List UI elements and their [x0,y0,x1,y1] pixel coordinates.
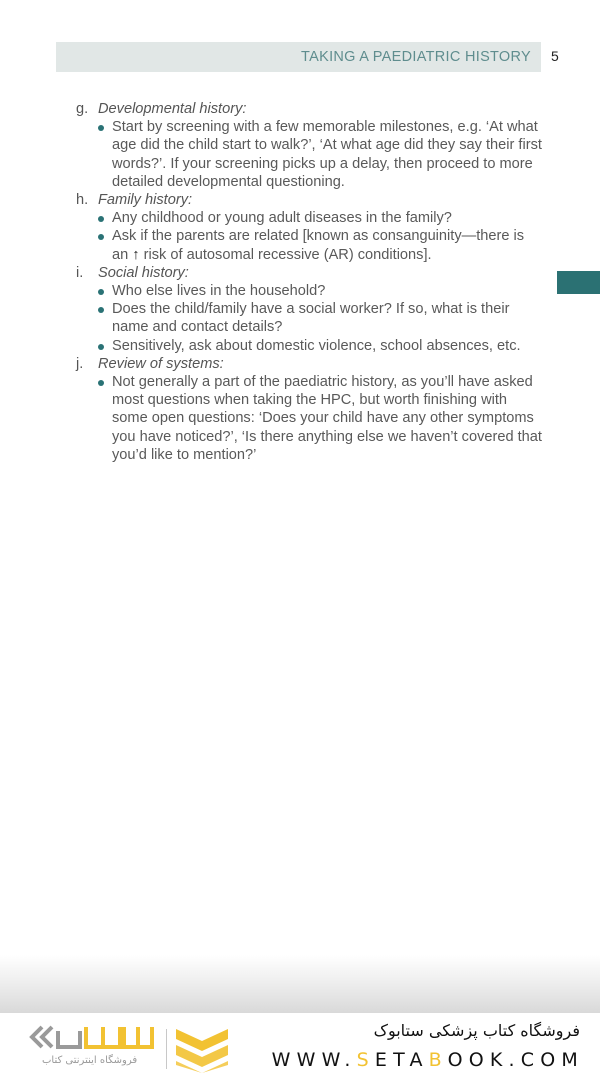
section-developmental-history [0,100,600,191]
page-bottom-shadow [0,955,600,1013]
bullet-list [0,282,600,355]
section-heading [0,355,600,373]
section-heading [0,100,600,118]
chevron-badge-icon [174,1025,230,1073]
bullet-dot-icon [98,307,104,313]
logo-tagline: فروشگاه اینترنتی کتاب [42,1055,138,1066]
store-name: فروشگاه کتاب پزشکی ستابوک [373,1021,580,1040]
list-item: Any childhood or young adult diseases in the family? [0,209,542,227]
section-title: Family history: [98,192,193,209]
section-title: Review of systems: [98,355,224,372]
list-item: Ask if the parents are related [known as consanguinity—there is an ↑ risk of autosomal recessive (AR) conditions]. [0,227,542,263]
bullet-list [0,373,600,464]
store-url: WWW.SETABOOK.COM [271,1049,584,1071]
bullet-dot-icon [98,234,104,240]
list-item: Not generally a part of the paediatric history, as you’ll have asked most questions when taking the HPC, but worth finishing with some open questions: ‘Does your child have any other symptoms you have noticed?’, ‘Is there anything else we haven’t covered that you’d like to mention?’ [0,373,542,464]
bullet-dot-icon [98,289,104,295]
logo-divider [166,1029,167,1069]
bullet-list [0,209,600,264]
running-title: TAKING A PAEDIATRIC HISTORY [301,49,531,65]
section-title: Social history: [98,264,189,281]
up-arrow-icon: ↑ [132,246,140,263]
section-title: Developmental history: [98,101,247,117]
section-family-history [0,191,600,264]
setabook-logo [28,1023,233,1075]
list-item: Sensitively, ask about domestic violence, school absences, etc. [0,337,542,355]
list-item: Start by screening with a few memorable milestones, e.g. ‘At what age did the child start to walk?’, ‘At what age did they say their first words?’. If your screening picks up a delay, then proceed to more detailed developmental questioning. [0,118,542,191]
list-item: Does the child/family have a social worker? If so, what is their name and contact details? [0,300,542,336]
watermark-footer [0,1013,600,1080]
bullet-dot-icon [98,380,104,386]
running-header [56,42,541,72]
section-heading [0,264,600,282]
section-review-of-systems [0,355,600,464]
section-letter: g. [76,101,89,117]
section-letter: j. [76,355,84,372]
page-number: 5 [551,48,559,64]
body-content [0,100,600,464]
bullet-dot-icon [98,216,104,222]
bullet-dot-icon [98,344,104,350]
setabook-wordmark-icon [28,1023,158,1053]
list-item: Who else lives in the household? [0,282,542,300]
section-social-history [0,264,600,355]
section-heading [0,191,600,209]
section-letter: i. [76,264,84,281]
bullet-dot-icon [98,125,104,131]
bullet-list [0,118,600,191]
section-letter: h. [76,192,89,209]
